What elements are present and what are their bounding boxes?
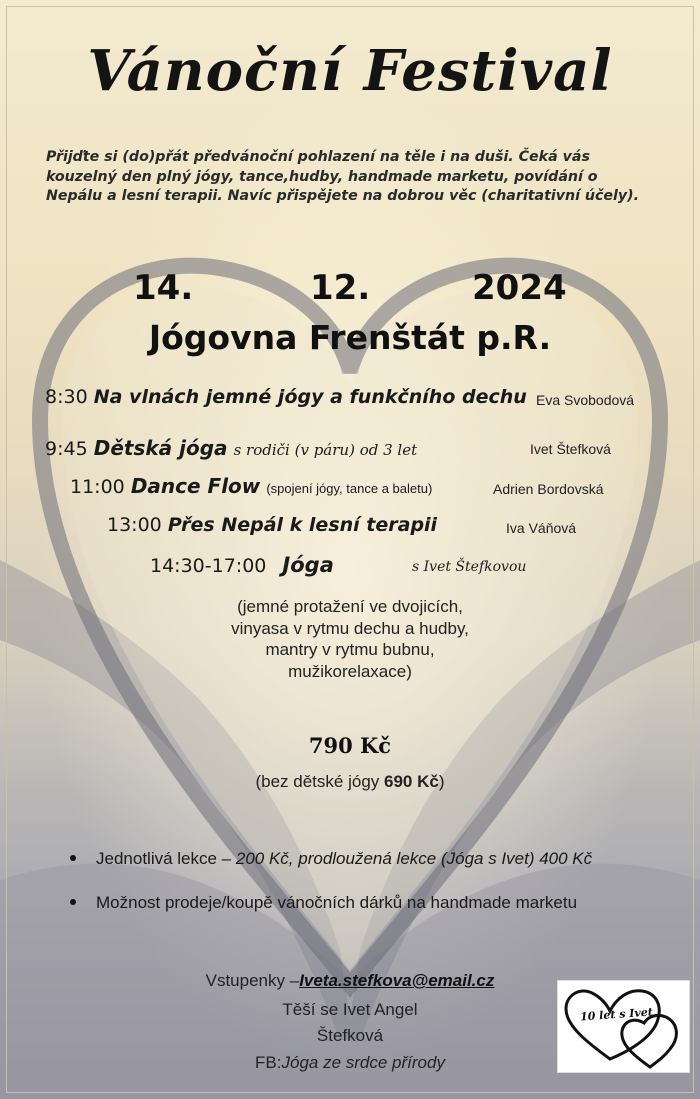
- program-name: Dětská jóga: [93, 436, 228, 460]
- fb-name: Jóga ze srdce přírody: [281, 1053, 445, 1072]
- yoga-note-line: mantry v rytmu bubnu,: [265, 640, 435, 659]
- bullet-text: Možnost prodeje/koupě vánočních dárků na handmade marketu: [96, 893, 578, 912]
- footer-line: Těší se Ivet Angel: [282, 1000, 418, 1019]
- program-extra: s rodiči (v páru) od 3 let: [233, 441, 418, 459]
- bullet-dot-icon: [70, 899, 76, 905]
- bullet-text-italic: 200 Kč, prodloužená lekce (Jóga s Ivet) 400 Kč: [235, 849, 593, 868]
- program-time: 9:45: [45, 438, 88, 460]
- tickets-label: Vstupenky –: [205, 971, 300, 990]
- program-name: Přes Nepál k lesní terapii: [167, 514, 438, 536]
- logo-text: 10 let s Ivet: [579, 1005, 654, 1024]
- program-instructor: Iva Váňová: [506, 520, 577, 536]
- program-name: Dance Flow: [130, 474, 261, 498]
- program-time: 11:00: [70, 476, 125, 498]
- intro-text: Přijďte si (do)přát předvánoční pohlazení na těle i na duši. Čeká vás kouzelný den plný jógy, tance,hudby, handmade marketu, povídání o Nepálu a lesní terapii. Navíc přispějete na dobrou věc (charitativní účely).: [46, 149, 640, 204]
- bullet-dot-icon: [70, 855, 76, 861]
- yoga-note-line: (jemné protažení ve dvojicích,: [237, 597, 463, 616]
- date-month: 12.: [310, 268, 371, 308]
- yoga-note-line: mužikorelaxace): [288, 661, 412, 681]
- email-link[interactable]: Iveta.stefkova@email.cz: [299, 971, 495, 990]
- price-alt: [0, 772, 700, 792]
- bullet-item: [70, 849, 592, 869]
- price-alt-value: 690 Kč: [384, 772, 439, 791]
- fb-prefix: FB:: [255, 1053, 282, 1072]
- yoga-note: [150, 596, 550, 682]
- price-alt-prefix: (bez dětské jógy: [255, 772, 384, 791]
- program-row-1: [45, 386, 527, 408]
- program-time: 8:30: [45, 386, 88, 408]
- bullet-text: Jednotlivá lekce –: [96, 849, 236, 868]
- program-instructor: Ivet Štefková: [530, 441, 611, 457]
- bullet-item: [70, 893, 577, 913]
- tickets-line: [150, 971, 550, 991]
- program-time: 13:00: [107, 514, 162, 536]
- footer-line: Štefková: [316, 1026, 384, 1045]
- price: 790 Kč: [308, 733, 392, 758]
- program-row-5: [150, 553, 334, 577]
- price-alt-suffix: ): [438, 772, 445, 791]
- venue: Jógovna Frenštát p.R.: [148, 318, 552, 357]
- poster-title: Vánoční Festival: [87, 38, 613, 104]
- yoga-note-line: vinyasa v rytmu dechu a hudby,: [231, 618, 469, 638]
- program-instructor: s Ivet Štefkovou: [412, 559, 527, 575]
- program-row-4: [107, 514, 437, 536]
- program-row-2: [45, 436, 417, 460]
- date-year: 2024: [472, 268, 567, 308]
- facebook-line: [150, 1053, 550, 1073]
- program-row-3: [70, 474, 432, 498]
- program-instructor: Eva Svobodová: [536, 392, 635, 408]
- program-name: Na vlnách jemné jógy a funkčního dechu: [93, 386, 527, 408]
- program-instructor: Adrien Bordovská: [493, 481, 604, 497]
- program-time: 14:30-17:00: [150, 555, 267, 577]
- date-day: 14.: [133, 268, 194, 308]
- logo: [557, 980, 690, 1073]
- program-name: Jóga: [282, 553, 334, 577]
- double-heart-icon: [558, 981, 689, 1072]
- program-extra: (spojení jógy, tance a baletu): [266, 481, 433, 496]
